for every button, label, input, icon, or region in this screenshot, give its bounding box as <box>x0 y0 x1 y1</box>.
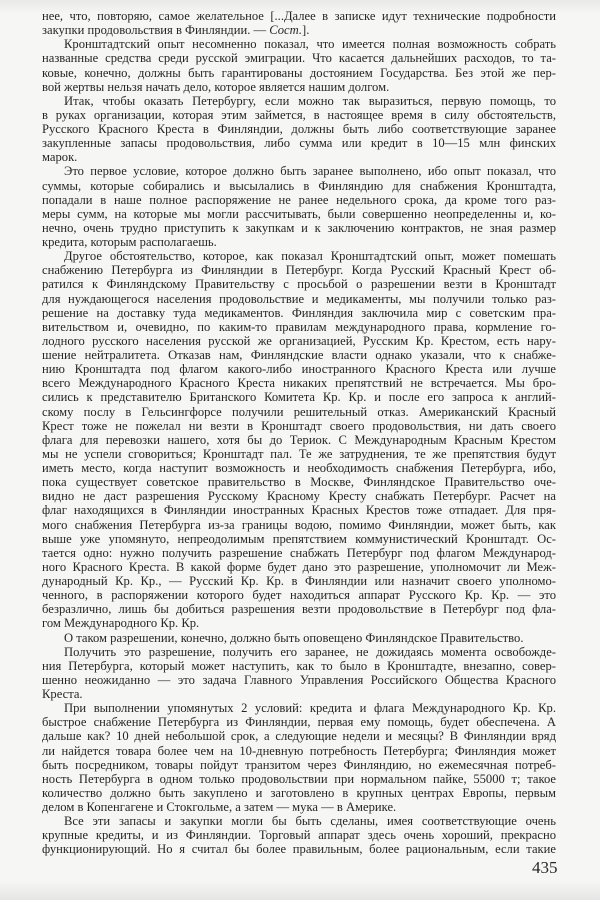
text-line: сились к представителю Британского Комитета Кр. Кр. и после его запроса к англий- <box>42 390 556 405</box>
text-line: Получить это разрешение, получить его заранее, не дожидаясь момента освобожде- <box>64 644 556 659</box>
text-line: О таком разрешении, конечно, должно быть оповещено Финляндское Правительство. <box>64 630 524 645</box>
paragraph <box>42 645 556 702</box>
editor-note-abbreviation: Сост. <box>269 23 303 38</box>
text-line: названные средства среди русской эмиграции. Что касается дальнейших расходов, то та- <box>42 51 556 66</box>
text-line: быть посредником, товары пойдут транзитом через Финляндию, но ежемесячная потреб- <box>42 757 556 772</box>
text-line: кредита, которым располагаешь. <box>42 235 217 249</box>
text-line: лодного русского населения русской же организацией, Русским Кр. Крестом, есть нару- <box>42 333 556 348</box>
text-line: гом Международного Кр. Кр. <box>42 616 200 631</box>
paragraph <box>42 249 556 630</box>
text-line: Русского Красного Креста в Финляндии, должны быть либо соответствующие заранее <box>42 122 556 136</box>
text-line: дународный Кр. Кр., — Русский Кр. Кр. в Финляндии или назначит своего уполномо- <box>42 574 556 588</box>
text-line: ковые, конечно, должны быть гарантированы достоянием Государства. Без этой же пер- <box>42 65 556 80</box>
text-line: вительством и, очевидно, по каким-то правилам международного права, кормление го- <box>42 319 556 334</box>
text-line: решение на доставку туда медикаментов. Финляндия заключила мир с советским пра- <box>42 305 556 320</box>
text-line: нию Кронштадта под флагом какого-либо иностранного Красного Креста или лучше <box>42 362 556 377</box>
text-line: делом в Копенгагене и Стокгольме, а затем — мука — в Америке. <box>42 800 397 814</box>
text-line: Итак, чтобы оказать Петербургу, если можно так выразиться, первую помощь, то <box>64 93 556 108</box>
text-line: тается одно: нужно получить разрешение снабжать Петербург под флагом Международ- <box>42 545 556 560</box>
paragraph <box>42 94 556 165</box>
text-line: пока существует советское правительство в Москве, Финляндское Правительство оче- <box>42 475 556 490</box>
text-line: меры сумм, на которые мы могли рассчитывать, были совершенно неопределенны и, ко- <box>42 206 556 221</box>
paragraph <box>42 631 556 645</box>
text-line: ченного, в распоряжении которого будет находиться аппарат Русского Кр. Кр. — это <box>42 588 556 603</box>
text-line: закупленные запасы продовольствия, либо сумма или кредит в 10—15 млн финских <box>42 136 556 151</box>
text-line: попадали в наше полное распоряжение не ранее недельного срока, да кроме того раз- <box>42 192 556 207</box>
text-line: Другое обстоятельство, которое, как показал Кронштадтский опыт, может помешать <box>64 249 556 264</box>
text-line: быстрое снабжение Петербурга из Финляндии, первая ему помощь, будет обеспечена. А <box>42 715 556 730</box>
text-line: функционирующий. Но я считал бы более правильным, более рациональным, если такие <box>42 842 556 857</box>
text-line: суммы, которые собирались и высылались в Финляндию для снабжения Кронштадта, <box>42 178 556 193</box>
text-line: нее, что, повторяю, самое желательное [...Далее в записке идут технические подробности <box>42 9 556 23</box>
text-line: шенно неожиданно — это задача Главного Управления Российского Общества Красного <box>42 672 556 687</box>
text-line: Креста. <box>42 687 83 701</box>
text-line: флага для перевозки нашего, хотя бы до Териок. С Международным Красным Крестом <box>42 432 556 447</box>
text-line: Это первое условие, которое должно быть заранее выполнено, ибо опыт показал, что <box>64 164 556 179</box>
text-line: Крест тоже не пожелал ни везти в Кронштадт своего продовольствия, ни дать своего <box>42 418 556 433</box>
text-line: иметь место, когда наступит возможность и необходимость снабжения Петербурга, ибо, <box>42 461 556 475</box>
text-line: ратился к Финляндскому Правительству с просьбой о разрешении везти в Кронштадт <box>42 277 556 292</box>
text-line: крупные кредиты, и из Финляндии. Торговый аппарат здесь очень хороший, прекрасно <box>42 828 556 843</box>
text-line: дальше как? 10 дней небольшой срок, а следующие недели и месяцы? В Финляндии вряд <box>42 729 556 744</box>
text-line: Все эти запасы и закупки могли бы быть сделаны, имея соответствующие очень <box>64 814 556 829</box>
paragraph <box>42 164 556 249</box>
text-line: флаг находящихся в Финляндии иностранных Красных Крестов тоже отпадает. Для пря- <box>42 503 556 518</box>
text-line: безразлично, лишь бы добиться разрешения везти продовольствие в Петербург под фла- <box>42 602 556 617</box>
text-line: мого снабжения Петербурга из-за границы водою, помимо Финляндии, может быть, как <box>42 517 556 532</box>
text-line: ного Красного Креста. В какой форме будет дано это разрешение, уполномочит ли Меж- <box>42 559 556 574</box>
text-line: количество должно быть закуплено и заготовлено в крупных центрах Европы, первым <box>42 785 556 800</box>
text-line: выше уже упомянуто, непреодолимым препятствием коммунистический Кронштадт. Ос- <box>42 531 556 546</box>
page-number: 435 <box>532 858 558 877</box>
paragraph <box>42 37 556 94</box>
text-segment: ]. <box>302 23 310 38</box>
text-line: ния Петербурга, который может наступить, как то было в Кронштадте, внезапно, совер- <box>42 658 556 673</box>
text-segment: закупки продовольствия в Финляндии. — <box>42 23 270 38</box>
text-line: ли найдется товара более чем на 10-дневную потребность Петербурга; Финляндия может <box>42 743 556 758</box>
text-line: мы не успели сговориться; Кронштадт пал. Те же затруднения, те же препятствия будут <box>42 446 556 461</box>
text-line: для нуждающегося населения продовольствие и медикаменты, мы получили только раз- <box>42 291 556 306</box>
text-line: скому послу в Гельсингфорсе получили решительный отказ. Американский Красный <box>42 404 556 419</box>
page-body-text <box>42 9 556 857</box>
paragraph <box>42 814 556 856</box>
text-line <box>42 23 556 37</box>
text-line: видно не даст разрешения Русскому Красному Кресту снабжать Петербург. Расчет на <box>42 489 556 504</box>
text-line: вой жертвы нельзя начать дело, которое является нашим долгом. <box>42 79 390 94</box>
paragraph <box>42 701 556 814</box>
text-line: шение нейтралитета. Отказав нам, Финляндские власти однако указали, что к снабже- <box>42 348 556 362</box>
text-line: Кронштадтский опыт несомненно показал, что имеется полная возможность собрать <box>64 37 556 52</box>
text-line: в руках организации, которая этим займется, в настоящее время в силу обстоятельств, <box>42 107 556 122</box>
text-line: При выполнении упомянутых 2 условий: кредита и флага Международного Кр. Кр. <box>64 701 556 716</box>
text-line: ность Петербурга в одном только продовольствии при нормальном пайке, 55000 т; такое <box>42 771 556 786</box>
text-line: снабжению Петербурга из Финляндии в Петербург. Когда Русский Красный Крест об- <box>42 263 556 278</box>
text-line: всего Международного Красного Креста никаких препятствий не встречается. Мы бро- <box>42 376 556 391</box>
text-line: нечно, очень трудно приступить к закупкам и к заключению контрактов, не зная размер <box>42 220 556 235</box>
text-line: марок. <box>42 150 78 165</box>
